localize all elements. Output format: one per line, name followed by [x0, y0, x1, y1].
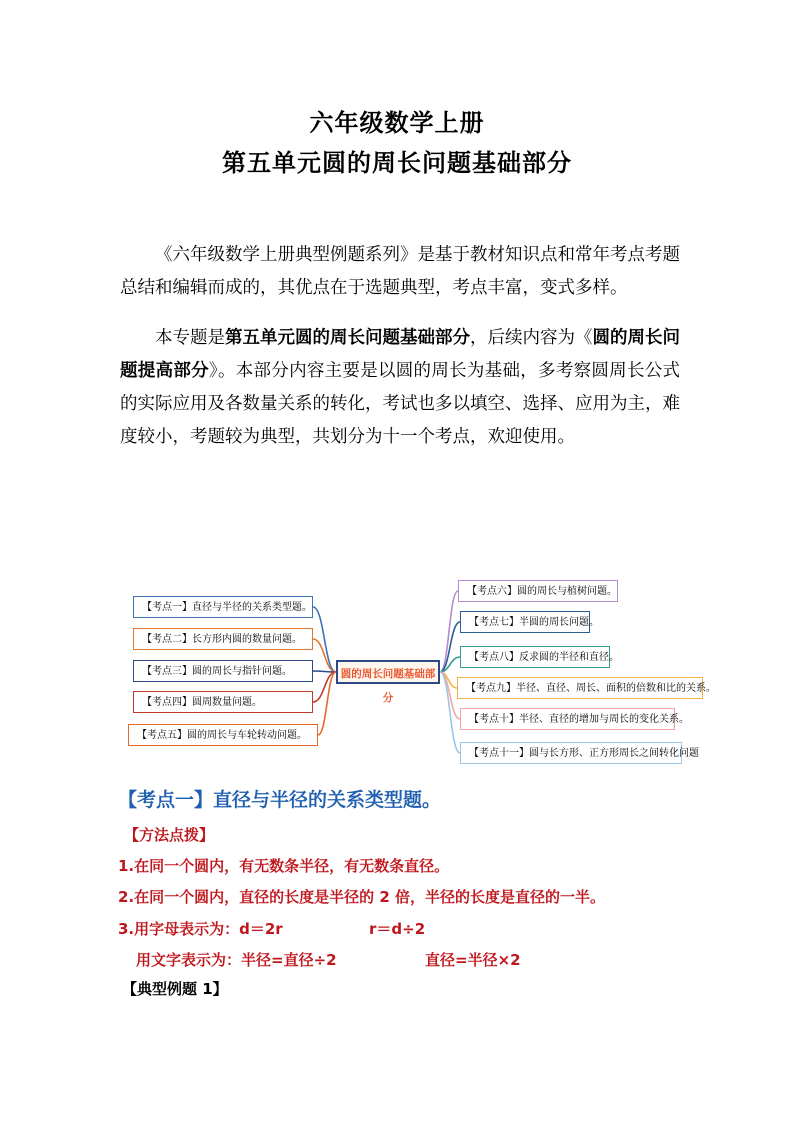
intro-text: 本专题是: [155, 328, 225, 348]
mindmap-connector-left-4: [313, 672, 336, 702]
method-line-3-formula-2: r＝d÷2: [369, 920, 426, 938]
document-subtitle: 第五单元圆的周长问题基础部分: [222, 149, 572, 177]
mindmap-left-node-4: 【考点四】圆周数量问题。: [133, 691, 313, 713]
mindmap-right-node-4: 【考点九】半径、直径、周长、面积的倍数和比的关系。: [457, 677, 703, 699]
mindmap-center-node: 圆的周长问题基础部分: [336, 660, 440, 684]
method-line-3-formula-1: 3.用字母表示为：d＝2r: [118, 920, 283, 938]
mindmap-connector-left-2: [313, 639, 336, 672]
method-heading: 【方法点拨】: [124, 826, 215, 844]
topic-name: 第五单元圆的周长问题基础部分: [225, 328, 470, 348]
mindmap-right-node-5: 【考点十】半径、直径的增加与周长的变化关系。: [460, 708, 675, 730]
method-line-4-formula-2: 直径=半径×2: [425, 951, 521, 969]
method-line-4-formula-1: 用文字表示为：半径=直径÷2: [136, 951, 337, 969]
intro-text: 》。本部分内容主要是以圆的周长为基础，多考察圆周长公式的实际应用及各数量关系的转化，考试也多以填空、选择、应用为主，难度较小，考题较为典型，共划分为十一个考点，欢迎使用。: [120, 361, 681, 447]
mindmap-left-node-5: 【考点五】圆的周长与车轮转动问题。: [128, 724, 318, 746]
section-title: 【考点一】直径与半径的关系类型题。: [118, 789, 442, 811]
mindmap-connector-left-5: [318, 672, 336, 735]
method-line-1: 1.在同一个圆内，有无数条半径，有无数条直径。: [118, 857, 450, 875]
example-heading: 【典型例题 1】: [122, 980, 228, 998]
mindmap-right-node-2: 【考点七】半圆的周长问题。: [460, 611, 590, 633]
mindmap-right-node-6: 【考点十一】圆与长方形、正方形周长之间转化问题: [460, 742, 682, 764]
mindmap-connector-right-2: [440, 622, 460, 672]
mindmap-connector-left-3: [313, 671, 336, 672]
intro-text: ，后续内容为《: [470, 328, 593, 348]
intro-paragraph-1: 《六年级数学上册典型例题系列》是基于教材知识点和常年考点考题总结和编辑而成的，其优点在于选题典型，考点丰富，变式多样。: [120, 245, 680, 298]
mindmap-connector-left-1: [313, 607, 336, 672]
method-line-2: 2.在同一个圆内，直径的长度是半径的 2 倍，半径的长度是直径的一半。: [118, 888, 606, 906]
mindmap-right-node-1: 【考点六】圆的周长与植树问题。: [458, 580, 618, 602]
mindmap-right-node-3: 【考点八】反求圆的半径和直径。: [460, 646, 610, 668]
document-title: 六年级数学上册: [309, 109, 485, 137]
mindmap-left-node-1: 【考点一】直径与半径的关系类型题。: [133, 596, 313, 618]
mindmap-connector-right-3: [440, 657, 460, 672]
mindmap-connector-right-4: [440, 672, 457, 688]
mindmap-left-node-2: 【考点二】长方形内圆的数量问题。: [133, 628, 313, 650]
mindmap-connector-right-1: [440, 591, 458, 672]
next-topic-name: 圆的周长问题提高部分: [120, 328, 680, 381]
intro-paragraph-2: [120, 322, 680, 454]
mindmap-left-node-3: 【考点三】圆的周长与指针问题。: [133, 660, 313, 682]
